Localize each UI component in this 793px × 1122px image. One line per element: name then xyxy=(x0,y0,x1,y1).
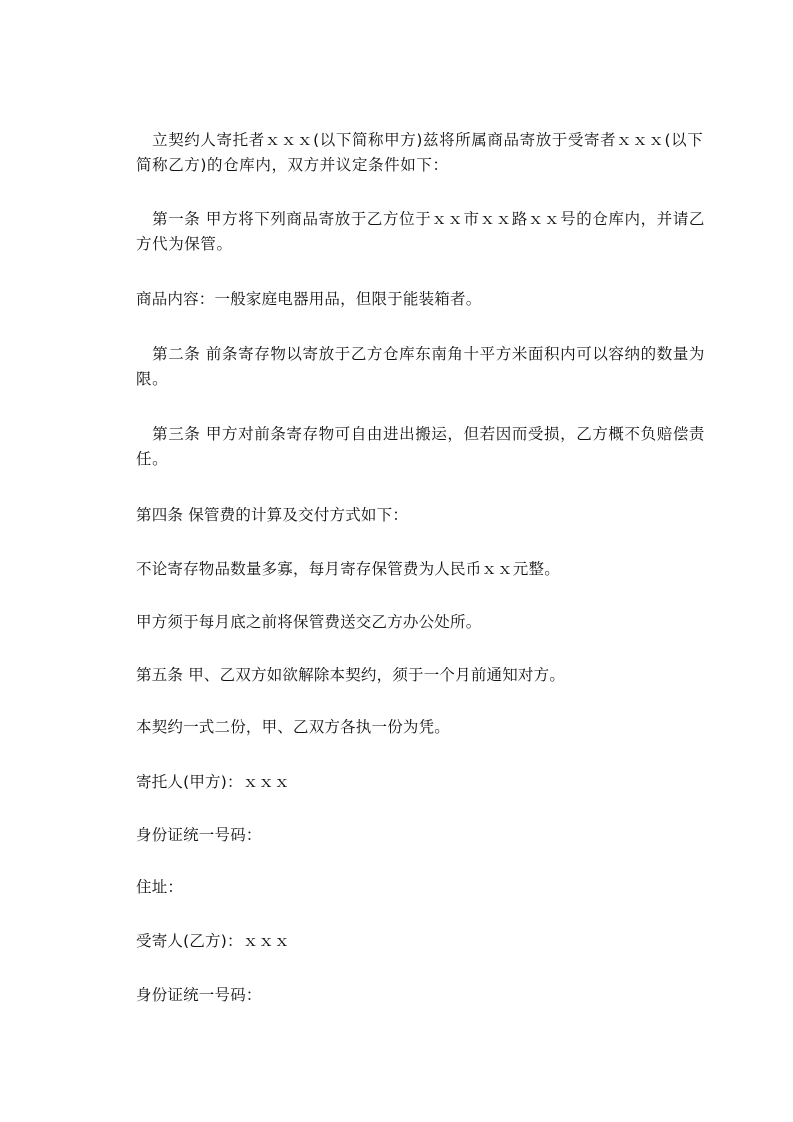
copies-paragraph: 本契约一式二份，甲、乙双方各执一份为凭。 xyxy=(136,718,451,736)
depositary-line: 受寄人(乙方)：ｘｘｘ xyxy=(136,932,290,950)
article-5-paragraph: 第五条 甲、乙双方如欲解除本契约，须于一个月前通知对方。 xyxy=(136,666,566,684)
depositor-line: 寄托人(甲方)：ｘｘｘ xyxy=(136,773,290,791)
goods-content-paragraph: 商品内容：一般家庭电器用品，但限于能装箱者。 xyxy=(136,290,482,308)
fee-amount-paragraph: 不论寄存物品数量多寡，每月寄存保管费为人民币ｘｘ元整。 xyxy=(136,560,560,578)
preamble-paragraph: 立契约人寄托者ｘｘｘ(以下简称甲方)兹将所属商品寄放于受寄者ｘｘｘ(以下简称乙方)的仓库内，双方并议定条件如下： xyxy=(136,131,704,174)
article-2-paragraph: 第二条 前条寄存物以寄放于乙方仓库东南角十平方米面积内可以容纳的数量为限。 xyxy=(136,345,706,388)
depositor-address-line: 住址： xyxy=(136,878,184,896)
depositor-id-line: 身份证统一号码： xyxy=(136,826,262,844)
fee-payment-paragraph: 甲方须于每月底之前将保管费送交乙方办公处所。 xyxy=(136,613,482,631)
article-4-paragraph: 第四条 保管费的计算及交付方式如下： xyxy=(136,506,409,524)
depositary-id-line: 身份证统一号码： xyxy=(136,986,262,1004)
article-3-paragraph: 第三条 甲方对前条寄存物可自由进出搬运，但若因而受损，乙方概不负赔偿责任。 xyxy=(136,425,706,468)
article-1-paragraph: 第一条 甲方将下列商品寄放于乙方位于ｘｘ市ｘｘ路ｘｘ号的仓库内，并请乙方代为保管。 xyxy=(136,210,706,253)
